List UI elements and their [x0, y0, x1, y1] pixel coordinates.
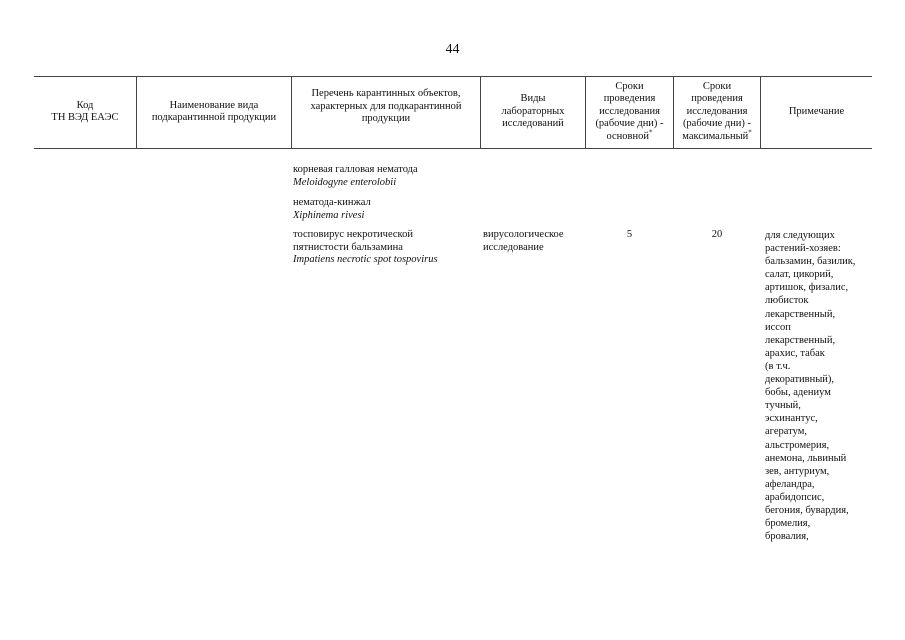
- header-lab-types: Виды лабораторных исследований: [501, 93, 565, 130]
- quarantine-object-latin: Xiphinema rivesi: [293, 209, 365, 221]
- quarantine-object-name: корневая галловая нематода: [293, 164, 418, 175]
- note-text: для следующих растений-хозяев: бальзамин, базилик, салат, цикорий, артишок, физалис, любисток лекарственный, иссоп лекарственный, арахис, табак (в т.ч. декоративный), бобы, адениум тучный, эсхинантус, агератум, альстромерия, анемона, львиный зев, антуриум, афеландра, арабидопсис, бегония, бувардия, бромелия, бровалия,: [765, 230, 856, 543]
- footnote-mark: *: [649, 128, 653, 137]
- table-row: [293, 164, 418, 189]
- term-main-value: 5: [626, 229, 633, 240]
- quarantine-object-latin: Meloidogyne enterolobii: [293, 176, 397, 188]
- header-term-max: Сроки проведения исследования (рабочие дни) - максимальный*: [682, 80, 752, 142]
- quarantine-object-name: тосповирус некротической пятнистости бальзамина: [293, 229, 413, 253]
- quarantine-object-latin: Impatiens necrotic spot tospovirus: [293, 254, 438, 265]
- header-note: Примечание: [788, 105, 845, 117]
- term-max-value: 20: [711, 229, 723, 240]
- header-term-main: Сроки проведения исследования (рабочие дни) - основной*: [595, 80, 664, 142]
- page-number: 44: [445, 42, 460, 57]
- lab-type: вирусологическое исследование: [483, 229, 564, 253]
- footnote-mark: *: [748, 128, 752, 137]
- table-row: [293, 229, 438, 267]
- header-code: Код ТН ВЭД ЕАЭС: [51, 99, 119, 123]
- header-product-name: Наименование вида подкарантинной продукции: [151, 99, 277, 123]
- table-header-bottom-border: [34, 148, 872, 149]
- header-quarantine-objects: Перечень карантинных объектов, характерных для подкарантинной продукции: [310, 88, 462, 124]
- quarantine-object-name: нематода-кинжал: [293, 197, 371, 208]
- table-row: [293, 197, 371, 222]
